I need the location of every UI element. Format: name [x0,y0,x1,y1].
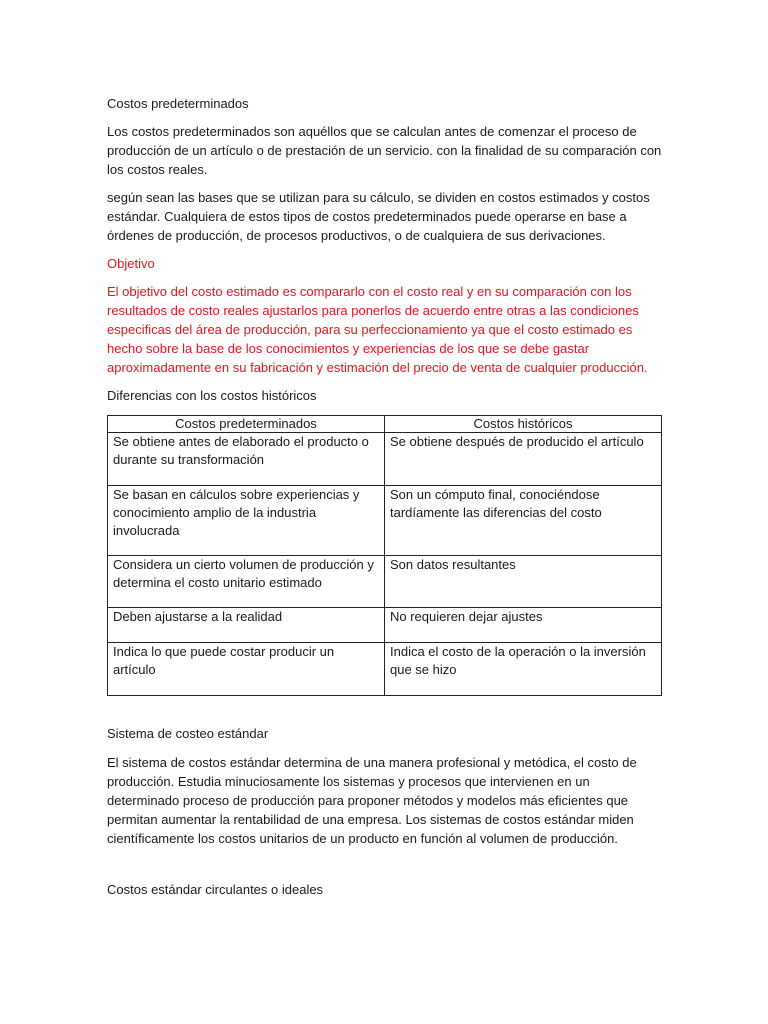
table-cell: Deben ajustarse a la realidad [108,608,385,643]
table-row [108,556,662,608]
differences-heading: Diferencias con los costos históricos [107,388,317,403]
table-cell: Se obtiene después de producido el artículo [385,433,662,486]
table-cell: No requieren dejar ajustes [385,608,662,643]
standard-system-paragraph: El sistema de costos estándar determina de una manera profesional y metódica, el costo de producción. Estudia minuciosamente los sistemas y procesos que intervienen en un determinado proceso de producción para proponer métodos y modelos más eficientes que permitan aumentar la rentabilidad de una empresa. Los sistemas de costos estándar miden científicamente los costos unitarios de un producto en función al volumen de producción. [107,755,637,846]
comparison-table [107,415,662,696]
table-row [108,433,662,486]
table-cell: Indica el costo de la operación o la inversión que se hizo [385,643,662,696]
table-cell: Se obtiene antes de elaborado el producto o durante su transformación [108,433,385,486]
table-header-row [108,416,662,433]
objective-heading: Objetivo [107,256,155,271]
ideal-standard-costs-heading: Costos estándar circulantes o ideales [107,882,324,897]
section-heading-costos-predeterminados: Costos predeterminados [107,96,249,111]
classification-paragraph: según sean las bases que se utilizan para su cálculo, se dividen en costos estimados y costos estándar. Cualquiera de estos tipos de costos predeterminados puede operarse en base a órdenes de producción, de procesos productivos, o de cualquiera de sus derivaciones. [107,190,650,243]
table-cell: Son datos resultantes [385,556,662,608]
table-header-predeterminados: Costos predeterminados [108,416,385,433]
table-row [108,608,662,643]
table-row [108,643,662,696]
standard-system-heading: Sistema de costeo estándar [107,726,269,741]
intro-paragraph: Los costos predeterminados son aquéllos que se calculan antes de comenzar el proceso de producción de un artículo o de prestación de un servicio. con la finalidad de su comparación con los costos reales. [107,124,662,177]
document-page [107,84,662,899]
table-cell: Indica lo que puede costar producir un artículo [108,643,385,696]
table-cell: Considera un cierto volumen de producción y determina el costo unitario estimado [108,556,385,608]
table-cell: Se basan en cálculos sobre experiencias y conocimiento amplio de la industria involucrada [108,486,385,556]
table-header-historicos: Costos históricos [385,416,662,433]
table-cell: Son un cómputo final, conociéndose tardíamente las diferencias del costo [385,486,662,556]
table-row [108,486,662,556]
objective-paragraph: El objetivo del costo estimado es compararlo con el costo real y en su comparación con los resultados de costo reales ajustarlos para ponerlos de acuerdo entre otras a las condiciones especificas del área de producción, para su perfeccionamiento ya que el costo estimado es hecho sobre la base de los conocimientos y experiencias de los que se debe gastar aproximadamente en su fabricación y estimación del precio de venta de cualquier producción. [107,284,648,375]
